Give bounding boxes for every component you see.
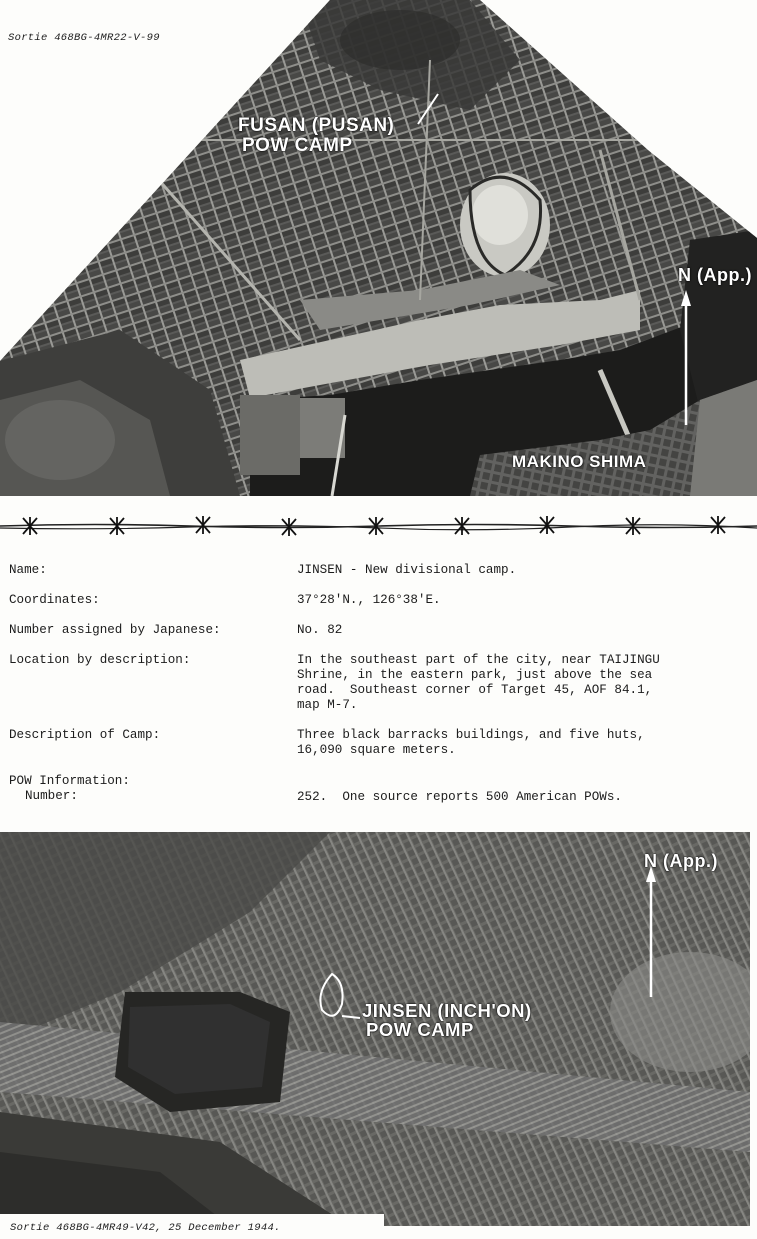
bottom-sortie-caption: Sortie 468BG-4MR49-V42, 25 December 1944. bbox=[10, 1222, 281, 1234]
name-label: Name: bbox=[9, 563, 47, 577]
barbed-wire-divider bbox=[0, 508, 757, 544]
description-label: Description of Camp: bbox=[9, 728, 161, 742]
pow-information-label: POW Information: bbox=[9, 774, 130, 788]
description-line-2: 16,090 square meters. bbox=[297, 743, 456, 757]
fusan-camp-label bbox=[238, 116, 394, 156]
fusan-camp-label-line2: POW CAMP bbox=[242, 134, 353, 156]
name-value: JINSEN - New divisional camp. bbox=[297, 563, 517, 577]
coordinates-value: 37°28'N., 126°38'E. bbox=[297, 593, 441, 607]
coordinates-label: Coordinates: bbox=[9, 593, 100, 607]
makino-shima-label: MAKINO SHIMA bbox=[512, 452, 647, 471]
top-north-label: N (App.) bbox=[678, 265, 752, 285]
number-assigned-value: No. 82 bbox=[297, 623, 343, 637]
jinsen-camp-label bbox=[362, 1001, 532, 1040]
pow-number-value: 252. One source reports 500 American POWs. bbox=[297, 790, 622, 804]
top-sortie-caption: Sortie 468BG-4MR22-V-99 bbox=[8, 32, 160, 44]
jinsen-camp-label-line1: JINSEN (INCH'ON) bbox=[362, 1000, 532, 1021]
number-assigned-label: Number assigned by Japanese: bbox=[9, 623, 221, 637]
location-label: Location by description: bbox=[9, 653, 191, 667]
fusan-aerial-photo bbox=[0, 0, 757, 496]
bottom-north-label: N (App.) bbox=[644, 851, 718, 871]
fusan-camp-label-line1: FUSAN (PUSAN) bbox=[238, 115, 395, 136]
location-line-4: map M-7. bbox=[297, 698, 358, 712]
location-line-3: road. Southeast corner of Target 45, AOF 84.1, bbox=[297, 683, 653, 697]
jinsen-camp-label-line2: POW CAMP bbox=[366, 1019, 474, 1041]
location-line-2: Shrine, in the eastern park, just above the sea bbox=[297, 668, 653, 682]
description-line-1: Three black barracks buildings, and five huts, bbox=[297, 728, 645, 742]
pow-number-label: Number: bbox=[25, 789, 78, 803]
location-line-1: In the southeast part of the city, near TAIJINGU bbox=[297, 653, 660, 667]
